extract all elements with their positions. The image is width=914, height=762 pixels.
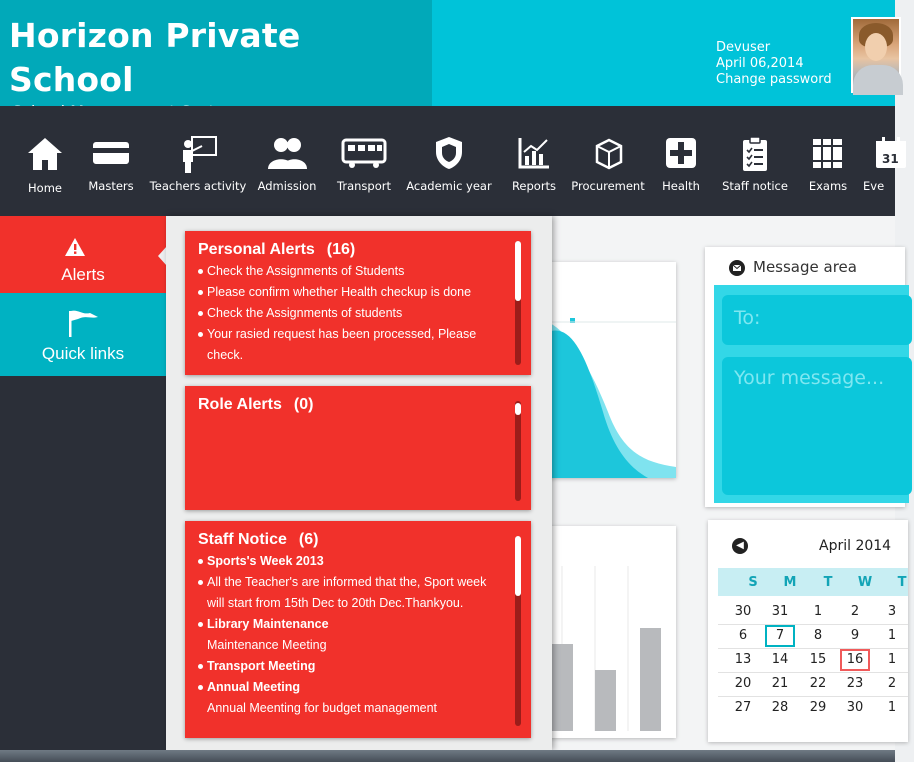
main-nav (0, 106, 899, 216)
nav-label: Exams (808, 179, 848, 193)
user-name: Devuser (716, 40, 771, 55)
nav-label: Admission (257, 179, 317, 193)
home-icon (26, 136, 64, 172)
calendar-card (708, 520, 908, 742)
nav-label: Teachers activity (149, 179, 247, 193)
nav-label: Academic year (406, 179, 492, 193)
calendar-day[interactable]: 1 (887, 628, 897, 643)
list-item[interactable]: Please confirm whether Health checkup is done (198, 282, 531, 303)
nav-label: Reports (511, 179, 557, 193)
sidebar-item-quick-links[interactable] (0, 293, 166, 376)
message-area-card (705, 247, 905, 507)
sidebar (0, 216, 166, 762)
role-alerts-box (185, 386, 531, 510)
nav-label: Masters (88, 179, 134, 193)
taskbar-strip (0, 750, 895, 762)
envelope-icon (729, 260, 745, 276)
nav-item-events[interactable] (863, 106, 899, 216)
teacher-board-icon (178, 136, 218, 174)
sidebar-quick-links-label: Quick links (41, 344, 125, 363)
staff-notice-count: (6) (298, 531, 319, 548)
calendar-day[interactable]: 16 (840, 649, 870, 671)
brand-block (0, 0, 432, 106)
calendar-day[interactable]: 13 (734, 652, 752, 667)
bus-icon (341, 136, 387, 170)
day-name: T (823, 575, 833, 590)
calendar-day[interactable]: 22 (809, 676, 827, 691)
bar-chart (548, 526, 676, 738)
calendar-day[interactable]: 2 (850, 604, 860, 619)
people-icon (266, 136, 308, 170)
staff-notice-title: Staff Notice (6) (198, 531, 319, 548)
calendar-day[interactable]: 31 (771, 604, 789, 619)
calendar-day[interactable]: 28 (771, 700, 789, 715)
day-name: W (857, 575, 873, 590)
card-icon (92, 136, 130, 166)
user-info (716, 40, 832, 88)
message-text-field[interactable]: Your message... (722, 357, 912, 495)
scroll-thumb[interactable] (515, 403, 521, 415)
calendar-day[interactable]: 6 (738, 628, 748, 643)
nav-item-academic-year[interactable] (404, 106, 494, 216)
calendar-day[interactable]: 2 (887, 676, 897, 691)
calendar-day[interactable]: 21 (771, 676, 789, 691)
calendar-day[interactable]: 29 (809, 700, 827, 715)
list-item[interactable]: Maintenance Meeting (207, 638, 327, 652)
nav-label: Home (28, 181, 62, 195)
message-form (714, 285, 909, 503)
role-alerts-title: Role Alerts (0) (198, 396, 314, 413)
day-name: S (748, 575, 758, 590)
day-name: T (897, 575, 907, 590)
message-to-field[interactable]: To: (722, 295, 912, 345)
box-icon (591, 136, 625, 170)
nav-label: Transport (337, 179, 391, 193)
alerts-panel (166, 216, 552, 750)
calendar-day[interactable]: 23 (846, 676, 864, 691)
personal-alerts-scrollbar[interactable] (515, 241, 521, 365)
bar-chart-card (548, 526, 676, 738)
calendar-icon (874, 136, 908, 170)
day-name: M (783, 575, 797, 590)
calendar-day[interactable]: 8 (813, 628, 823, 643)
list-item[interactable]: Sports's Week 2013 (198, 551, 507, 572)
personal-alerts-count: (16) (326, 241, 356, 258)
calendar-day[interactable]: 7 (765, 625, 795, 647)
list-item[interactable]: Library Maintenance (198, 614, 507, 635)
flag-icon (68, 309, 100, 337)
shield-icon (434, 136, 464, 170)
clipboard-icon (741, 136, 769, 172)
nav-item-home[interactable] (16, 106, 74, 216)
nav-label: Eve (863, 179, 885, 193)
personal-alerts-list (198, 261, 531, 366)
calendar-prev-button[interactable]: ◀ (732, 538, 748, 554)
message-area-title: Message area (753, 258, 857, 276)
sidebar-alerts-label: Alerts (61, 265, 105, 284)
nav-item-masters[interactable] (84, 106, 138, 216)
nav-item-exams[interactable] (802, 106, 854, 216)
sidebar-item-alerts[interactable] (0, 216, 166, 293)
nav-label: Procurement (571, 179, 645, 193)
nav-item-health[interactable] (656, 106, 706, 216)
role-alerts-count: (0) (293, 396, 314, 413)
calendar-title: April 2014 (819, 538, 892, 554)
calendar-day-names (718, 568, 908, 596)
list-item[interactable]: Your rasied request has been processed, Please check. (198, 324, 531, 366)
calendar-day[interactable]: 27 (734, 700, 752, 715)
calendar-day[interactable]: 1 (887, 652, 897, 667)
nav-item-procurement[interactable] (568, 106, 648, 216)
nav-label: Health (662, 179, 700, 193)
scroll-thumb[interactable] (515, 241, 521, 301)
books-icon (811, 136, 845, 170)
staff-notice-scrollbar[interactable] (515, 536, 521, 726)
list-item[interactable]: Transport Meeting (198, 656, 507, 677)
personal-alerts-box (185, 231, 531, 375)
nav-item-staff-notice[interactable] (718, 106, 792, 216)
list-item[interactable]: Check the Assignments of students (198, 303, 531, 324)
nav-item-transport[interactable] (334, 106, 394, 216)
nav-item-teachers-activity[interactable] (148, 106, 248, 216)
nav-label: Staff notice (722, 179, 788, 193)
avatar[interactable] (851, 17, 901, 93)
calendar-day[interactable]: 9 (850, 628, 860, 643)
medical-cross-icon (664, 136, 698, 170)
area-chart (548, 262, 676, 478)
chart-icon (517, 136, 551, 170)
nav-item-reports[interactable] (508, 106, 560, 216)
scroll-thumb[interactable] (515, 536, 521, 596)
wave-chart-card (548, 262, 676, 478)
change-password-link[interactable]: Change password (716, 72, 832, 87)
app-title: Horizon Private School (9, 16, 301, 99)
warning-icon (64, 237, 86, 257)
list-item[interactable]: Annual Meeting (198, 677, 507, 698)
calendar-day[interactable]: 30 (846, 700, 864, 715)
staff-notice-list (198, 551, 531, 719)
nav-item-admission[interactable] (254, 106, 320, 216)
calendar-day[interactable]: 1 (813, 604, 823, 619)
role-alerts-scrollbar[interactable] (515, 401, 521, 501)
list-item[interactable]: All the Teacher's are informed that the, Sport week will start from 15th Dec to 20th Dec.Thankyou. (198, 572, 507, 614)
svg-text:31: 31 (882, 152, 899, 166)
calendar-day[interactable]: 3 (887, 604, 897, 619)
header (0, 0, 895, 106)
calendar-day[interactable]: 14 (771, 652, 789, 667)
calendar-day[interactable]: 15 (809, 652, 827, 667)
list-item[interactable]: Annual Meenting for budget management (207, 701, 438, 715)
list-item[interactable]: Check the Assignments of Students (198, 261, 531, 282)
staff-notice-box (185, 521, 531, 738)
calendar-day[interactable]: 1 (887, 700, 897, 715)
personal-alerts-title: Personal Alerts (16) (198, 241, 356, 258)
calendar-day[interactable]: 20 (734, 676, 752, 691)
calendar-day[interactable]: 30 (734, 604, 752, 619)
user-date: April 06,2014 (716, 56, 804, 71)
